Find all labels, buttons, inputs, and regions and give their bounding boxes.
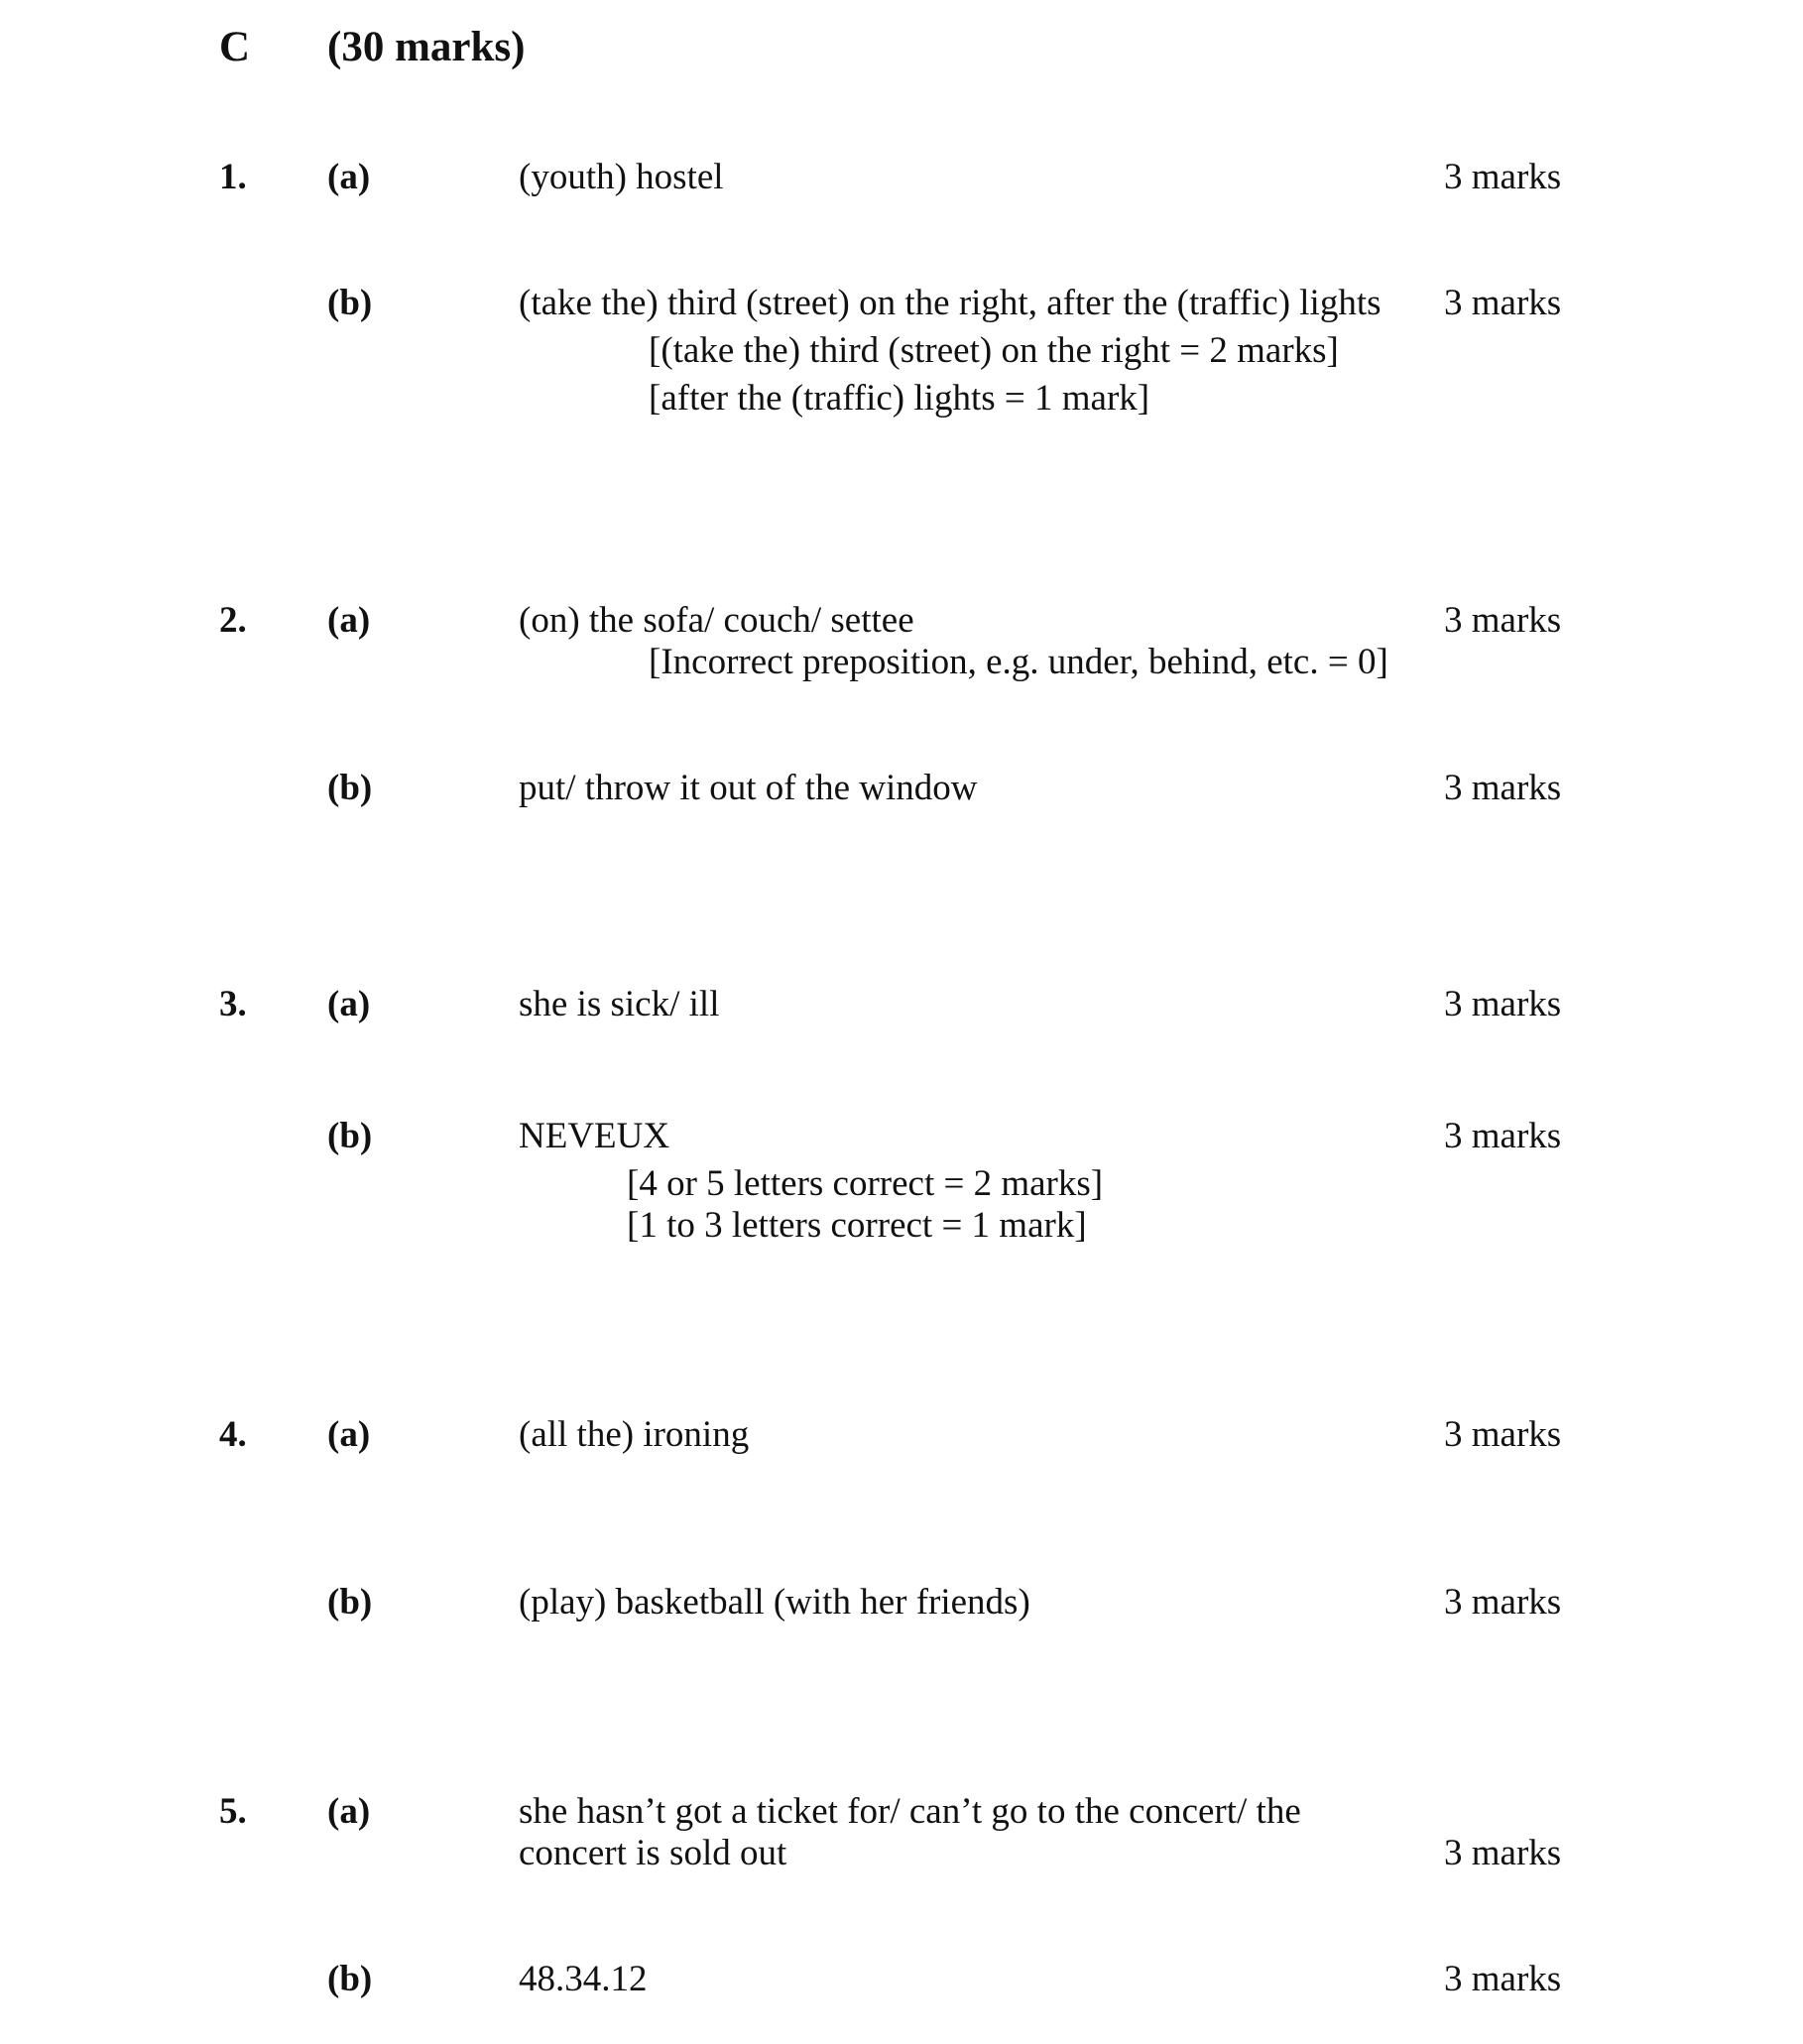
question-number-5: 5. [219,1791,247,1832]
answer-2b: put/ throw it out of the window [519,768,978,808]
note-2a-1: [Incorrect preposition, e.g. under, behind, etc. = 0] [649,642,1388,682]
marks-4a: 3 marks [1444,1414,1562,1455]
part-label-4a: (a) [327,1414,371,1455]
marks-1b: 3 marks [1444,283,1562,323]
note-1b-1: [(take the) third (street) on the right = 2 marks] [649,330,1339,371]
marks-4b: 3 marks [1444,1582,1562,1623]
part-label-3a: (a) [327,984,371,1024]
part-label-2a: (a) [327,600,371,641]
question-number-3: 3. [219,984,247,1024]
marks-5a: 3 marks [1444,1833,1562,1873]
answer-3b: NEVEUX [519,1116,670,1156]
answer-2a: (on) the sofa/ couch/ settee [519,600,914,641]
note-3b-2: [1 to 3 letters correct = 1 mark] [627,1205,1087,1246]
answer-3a: she is sick/ ill [519,984,720,1024]
section-letter: C [219,24,251,70]
part-label-4b: (b) [327,1582,373,1623]
marks-1a: 3 marks [1444,157,1562,197]
part-label-5a: (a) [327,1791,371,1832]
marks-2b: 3 marks [1444,768,1562,808]
question-number-1: 1. [219,157,247,197]
part-label-1a: (a) [327,157,371,197]
note-3b-1: [4 or 5 letters correct = 2 marks] [627,1163,1104,1204]
part-label-2b: (b) [327,768,373,808]
marks-3b: 3 marks [1444,1116,1562,1156]
part-label-1b: (b) [327,283,373,323]
part-label-5b: (b) [327,1959,373,1999]
answer-5b: 48.34.12 [519,1959,648,1999]
marks-2a: 3 marks [1444,600,1562,641]
part-label-3b: (b) [327,1116,373,1156]
section-title: (30 marks) [327,24,526,70]
note-1b-2: [after the (traffic) lights = 1 mark] [649,378,1150,419]
answer-1a: (youth) hostel [519,157,724,197]
question-number-4: 4. [219,1414,247,1455]
marks-3a: 3 marks [1444,984,1562,1024]
answer-1b: (take the) third (street) on the right, after the (traffic) lights [519,283,1382,323]
answer-5a: she hasn’t got a ticket for/ can’t go to the concert/ the [519,1791,1301,1832]
answer-4a: (all the) ironing [519,1414,750,1455]
question-number-2: 2. [219,600,247,641]
marks-5b: 3 marks [1444,1959,1562,1999]
answer-4b: (play) basketball (with her friends) [519,1582,1030,1623]
answer-5a-line2: concert is sold out [519,1833,787,1873]
